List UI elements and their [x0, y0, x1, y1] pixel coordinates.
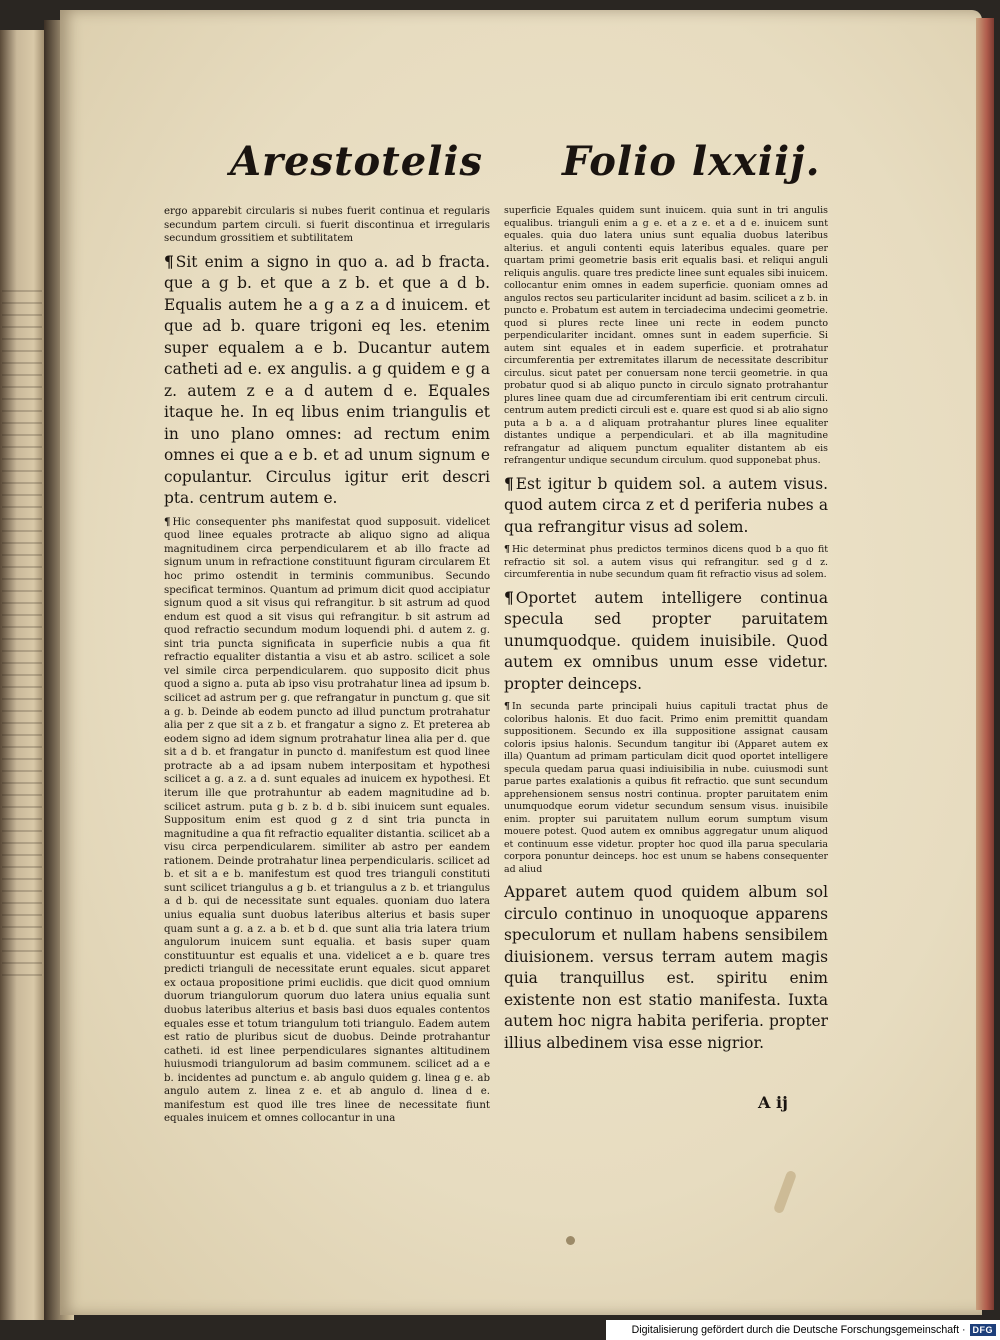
left-column-paragraph-text: Sit enim a signo in quo a. ad b fracta. que a g b. et que a z b. et que a d b. Equalis autem he a g a z a d inuicem. et que ad b. quare trigoni eq les. etenim super equalem a e b. Ducantur autem catheti ad e. ex angulis. a g quidem e g a z. autem z e a d autem d e. Equales itaque he. In eq libus enim triangulis et in uno plano omnes: ad rectum enim omnes ei que a e b. et ad unum signum e copulantur. Circulus igitur erit descri pta. centrum autem e.	[164, 252, 490, 508]
right-column-paragraph-text: In secunda parte principali huius capituli tractat phus de coloribus halonis. Et duo facit. Primo enim premittit quandam suppositionem. Secundo ex illa suppositione assignat causam coloris ipsius halonis. Secundum tangitur ibi (Apparet autem ex illa) Quantum ad primam particulam dicit quod oportet intelligere specula quedam parua quasi indiuisibilia in nube. cuiusmodi sunt parue partes exalationis a quibus fit refractio. que sunt secundum apprehensionem sensus nostri continua. propter paruitatem enim unumquodque eorum videtur secundum sensum visus. inuisibile enim. propter sui paruitatem nullum eorum sumptum visum mouere potest. Quod autem ex omnibus aggregatur unum aliquod et continuum esse videtur. propter hoc quod illa parua specularia corpora ponuntur deinceps. hoc est unum se habens consequenter ad aliud	[504, 701, 828, 875]
right-column-paragraph-text: Oportet autem intelligere continua specula sed propter paruitatem unumquodque. quidem inuisibile. Quod autem ex omnibus unum esse videtur. propter deinceps.	[504, 588, 828, 693]
signature-mark: A ij	[758, 1093, 788, 1112]
right-column-paragraph	[504, 474, 828, 539]
running-header-folio: Folio lxxiij.	[562, 138, 821, 185]
right-column-paragraph	[504, 205, 828, 468]
left-page-edge	[0, 30, 48, 1320]
digitization-credit-text: Digitalisierung gefördert durch die Deutsche Forschungsgemeinschaft ·	[631, 1324, 966, 1336]
page-edge-red	[976, 18, 994, 1310]
right-column-paragraph-text: superficie Equales quidem sunt inuicem. quia sunt in tri angulis equalibus. trianguli enim a g e. et a z e. et a d e. inuicem sunt equales. quia duo latera unius sunt equalia duobus lateribus alterius. et anguli contenti equis lateribus equales. quare per quartam primi geometrie basis erit equalis basi. et reliqui anguli reliquis angulis. quare tres predicte linee sunt equales sibi inuicem. collocantur enim omnes in eadem superficie. quoniam omnes ad angulos rectos seu particulariter incidunt ad basim. scilicet a z b. in puncto e. Probatum est autem in terciadecima undecimi geometrie. quod si plures recte linee uni recte in eodem puncto perpendiculariter incidant. omnes sunt in eadem superficie. Si autem sint equales et in eadem superficie. et protrahatur circumferentia per extremitates illarum de necessitate describitur circulus. sicut patet per conuersam none tercii geometrie. in qua probatur quod si ab aliquo puncto in circulo signato protrahantur plures linee quam due ad circumferentiam ibi erit centrum circuli. centrum autem predicti circuli est e. quare est quod si ab alio signo puta a b a. a d aliquam protrahantur plures linee equaliter distantes undique a perpendiculari. et ab illa magnitudine refrangatur ad aliquem punctum equaliter distantem ab eis refrangentur undique secundum circulum. quod supponebat phus.	[504, 205, 828, 466]
pilcrow-mark: ¶	[504, 588, 514, 607]
right-column-paragraph-text: Est igitur b quidem sol. a autem visus. quod autem circa z et d periferia nubes a qua refrangitur visus ad solem.	[504, 474, 828, 536]
right-column-paragraph	[504, 701, 828, 876]
running-header-left: Arestotelis	[230, 138, 484, 185]
text-column-right	[504, 205, 828, 1060]
right-column-paragraph-text: Hic determinat phus predictos terminos dicens quod b a quo fit refractio sit sol. a autem visus qui refrangitur. sed g d z. circumferentia in nube secundum quam fit refractio visus ad solem.	[504, 544, 828, 580]
pilcrow-mark: ¶	[504, 474, 514, 493]
text-column-left	[164, 205, 490, 1132]
pilcrow-mark: ¶	[504, 544, 510, 555]
pilcrow-mark: ¶	[164, 252, 174, 271]
right-column-paragraph-text: Apparet autem quod quidem album sol circulo continuo in unoquoque apparens speculorum et nullam habens sensibilem diuisionem. versus terram autem magis quia tranquillus est. spiritu enim existente non est statio manifesta. Iuxta autem hoc nigra habita periferia. propter illius albedinem visa esse nigrior.	[504, 883, 828, 1052]
left-column-paragraph	[164, 516, 490, 1126]
pilcrow-mark: ¶	[504, 701, 510, 712]
left-column-paragraph	[164, 205, 490, 246]
paper-spot	[566, 1236, 575, 1245]
right-column-paragraph	[504, 588, 828, 696]
left-column-paragraph	[164, 252, 490, 510]
right-column-paragraph	[504, 882, 828, 1054]
dfg-logo: DFG	[970, 1324, 997, 1336]
pilcrow-mark: ¶	[164, 515, 171, 528]
right-column-paragraph	[504, 544, 828, 582]
left-page-text-fragment	[2, 280, 42, 980]
left-column-paragraph-text: ergo apparebit circularis si nubes fuerit continua et regularis secundum partem circuli. si fuerit discontinua et irregularis secundum grossitiem et subtilitatem	[164, 206, 490, 245]
left-column-paragraph-text: Hic consequenter phs manifestat quod supposuit. videlicet quod linee equales protracte ab aliquo signo ad aliqua magnitudinem circa perpendicularem et ab illo fracte ad signum unum in refractione constituunt figuram circularem Et hoc primo ostendit in terminis communibus. Secundo specificat terminos. Quantum ad primum dicit quod accipiatur signum quod a sit visus qui refrangitur. b sit astrum ad quod endum est quod a sit visus qui refrangitur. b sit astrum ad quod refractio secundum modum loquendi phi. d autem z. g. sint tria puncta significata in superficie nubis a qua fit refractio equaliter distantia a visu et ab astro. scilicet a sole vel simile circa perpendicularem. quo supposito dicit phus quod a signo a. puta ab ipso visu protrahatur linea ad ipsum b. scilicet ad astrum per g. que refrangatur in punctum g. que sit a g. b. Deinde ab eodem puncto ad illud punctum protrahatur alia per z que sit a z b. et frangatur a signo z. Et preterea ab eodem signo ad idem signum protrahatur linea alia per d. que sit a d b. et frangatur in puncto d. manifestum est quod linee protracte ab a ad ipsam nubem interpositam et hypothesi scilicet a g. a z. a d. sunt equales ad inuicem ex hypothesi. Et iterum ille que protrahuntur ab eadem magnitudine ad b. scilicet astrum. puta g b. z b. d b. sibi inuicem sunt equales. Suppositum enim est quod g z d sint tria puncta in magnitudine a qua fit refractio equaliter distantia. scilicet ab a visu circa perpendicularem. similiter ab astro per eandem rationem. Deinde protrahatur linea perpendicularis. scilicet ad b. et sit a e b. manifestum est quod tres trianguli constituti sunt scilicet triangulus a g b. et triangulus a z b. et triangulus a d b. qui de necessitate sunt equales. quoniam duo latera unius equalia sunt duobus lateribus alterius et basis super quam sunt a g. a z. a b. et b d. que sunt alia tria latera trium angulorum inuicem sunt equalia. et basis super quam constituuntur est equalis et una. videlicet a e b. quare tres predicti trianguli de necessitate erunt equales. sicut apparet ex octaua propositione primi euclidis. que dicit quod omnium duorum triangulorum quorum duo latera unius equalia sunt duobus lateribus alterius et basis basi duos equales contentos equales esse et totum triangulum toti triangulo. Eadem autem est ratio de pluribus sicut de duobus. Deinde protrahantur catheti. id est linee perpendiculares signantes altitudinem huiusmodi triangulorum ad basim communem. scilicet ad a e b. incidentes ad punctum e. ab angulo quidem g. linea g e. ab angulo autem z. linea z e. et ab angulo d. linea d e. manifestum est quod ille tres linee de necessitate fiunt equales inuicem et omnes collocantur in una	[164, 516, 490, 1125]
digitization-credit-bar	[606, 1320, 1000, 1340]
